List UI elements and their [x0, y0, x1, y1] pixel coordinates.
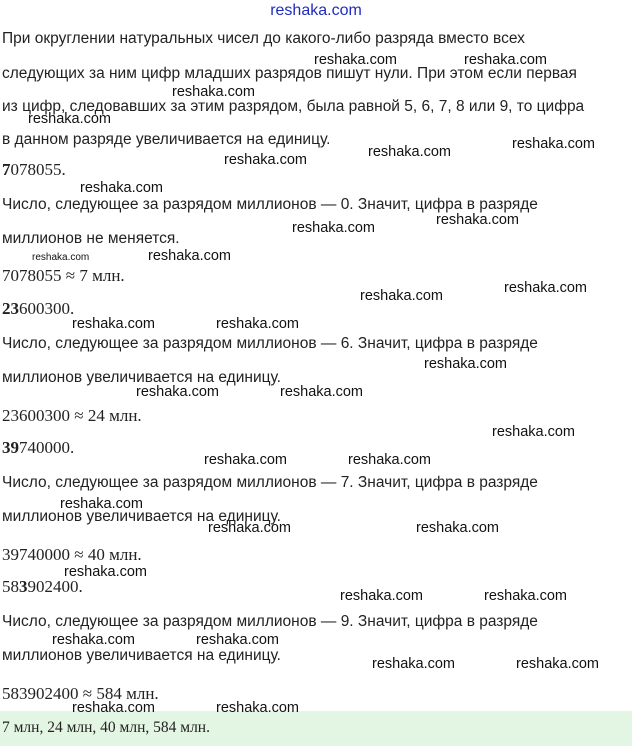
watermark: reshaka.com — [32, 252, 90, 263]
explain-4-line-1: Число, следующее за разрядом миллионов — 9. Значит, цифра в разряде — [2, 613, 538, 630]
watermark: reshaka.com — [492, 424, 576, 440]
watermark: reshaka.com — [224, 152, 308, 168]
explain-1-line-1: Число, следующее за разрядом миллионов — 0. Значит, цифра в разряде — [2, 196, 538, 213]
watermark: reshaka.com — [148, 248, 232, 264]
watermark: reshaka.com — [424, 356, 508, 372]
watermark: reshaka.com — [80, 180, 164, 196]
watermark: reshaka.com — [216, 700, 300, 716]
watermark: reshaka.com — [512, 136, 596, 152]
watermark: reshaka.com — [416, 520, 500, 536]
watermark: reshaka.com — [464, 52, 548, 68]
watermark: reshaka.com — [516, 656, 600, 672]
answer-box — [0, 711, 632, 746]
site-header-link[interactable]: reshaka.com — [270, 2, 362, 19]
intro-line-4: в данном разряде увеличивается на единицу. — [2, 131, 331, 148]
watermark: reshaka.com — [368, 144, 452, 160]
watermark: reshaka.com — [484, 588, 568, 604]
watermark: reshaka.com — [372, 656, 456, 672]
number-3: 39740000. — [2, 438, 75, 457]
result-3: 39740000 ≈ 40 млн. — [2, 545, 142, 564]
intro-line-2: следующих за ним цифр младших разрядов пишут нули. При этом если первая — [2, 65, 577, 82]
result-2: 23600300 ≈ 24 млн. — [2, 406, 142, 425]
watermark: reshaka.com — [436, 212, 520, 228]
watermark: reshaka.com — [360, 288, 444, 304]
number-1: 7078055. — [2, 160, 66, 179]
result-1: 7078055 ≈ 7 млн. — [2, 266, 125, 285]
watermark: reshaka.com — [504, 280, 588, 296]
watermark: reshaka.com — [72, 700, 156, 716]
watermark: reshaka.com — [64, 564, 148, 580]
explain-4-line-2: миллионов увеличивается на единицу. — [2, 647, 281, 664]
watermark: reshaka.com — [340, 588, 424, 604]
watermark: reshaka.com — [72, 316, 156, 332]
result-4: 583902400 ≈ 584 млн. — [2, 684, 159, 703]
explain-3-line-1: Число, следующее за разрядом миллионов — 7. Значит, цифра в разряде — [2, 474, 538, 491]
watermark: reshaka.com — [204, 452, 288, 468]
explain-3-line-2: миллионов увеличивается на единицу. — [2, 508, 281, 525]
watermark: reshaka.com — [136, 384, 220, 400]
watermark: reshaka.com — [348, 452, 432, 468]
watermark: reshaka.com — [172, 84, 256, 100]
intro-line-3: из цифр, следовавших за этим разрядом, была равной 5, 6, 7, 8 или 9, то цифра — [2, 98, 585, 115]
watermark: reshaka.com — [280, 384, 364, 400]
watermark: reshaka.com — [196, 632, 280, 648]
intro-line-1: При округлении натуральных чисел до какого-либо разряда вместо всех — [2, 30, 525, 47]
watermark: reshaka.com — [28, 111, 112, 127]
watermark: reshaka.com — [314, 52, 398, 68]
watermark: reshaka.com — [216, 316, 300, 332]
explain-2-line-1: Число, следующее за разрядом миллионов — 6. Значит, цифра в разряде — [2, 335, 538, 352]
number-2: 23600300. — [2, 299, 75, 318]
number-4: 583902400. — [2, 577, 83, 596]
watermark: reshaka.com — [208, 520, 292, 536]
watermark: reshaka.com — [292, 220, 376, 236]
explain-2-line-2: миллионов увеличивается на единицу. — [2, 369, 281, 386]
watermark: reshaka.com — [52, 632, 136, 648]
explain-1-line-2: миллионов не меняется. — [2, 230, 180, 247]
watermark: reshaka.com — [60, 496, 144, 512]
answer-text: 7 млн, 24 млн, 40 млн, 584 млн. — [2, 719, 210, 736]
